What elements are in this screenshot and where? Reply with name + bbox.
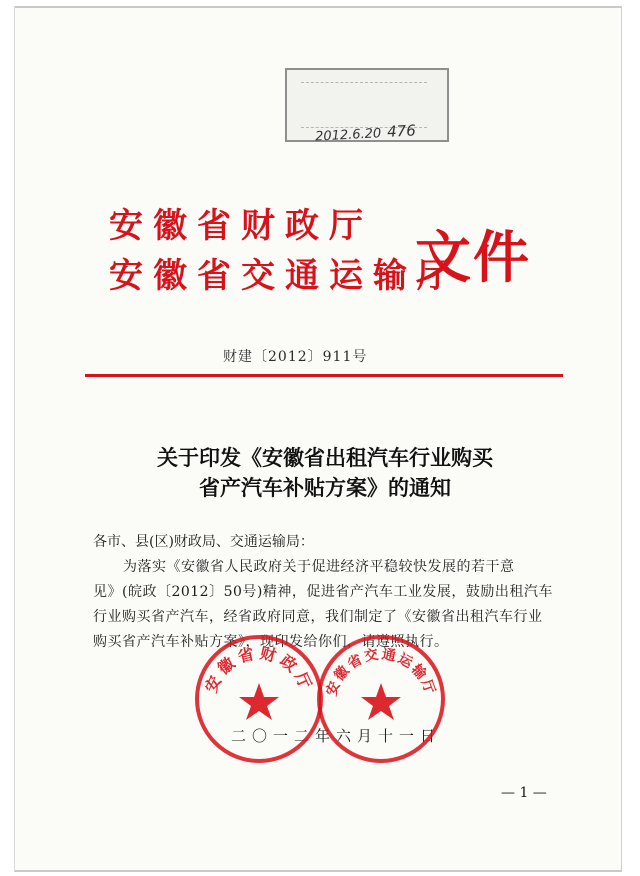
handwritten-date: 2012.6.20 xyxy=(314,126,382,145)
scan-artifact-line xyxy=(15,6,621,8)
signing-date: 二〇一二年六月十一日 xyxy=(231,727,442,745)
red-separator-rule xyxy=(85,374,563,377)
document-page xyxy=(14,6,622,872)
seal-1-text: 安徽省财政厅 xyxy=(201,643,317,696)
notice-title-line-2: 省产汽车补贴方案》的通知 xyxy=(199,475,451,500)
finance-department-seal xyxy=(191,631,327,767)
seal-2-text: 安徽省交通运输厅 xyxy=(323,646,439,699)
body-text-line: 见》(皖政〔2012〕50号)精神，促进省产汽车工业发展，鼓励出租汽车 xyxy=(93,584,553,600)
document-number: 财建〔2012〕911号 xyxy=(223,349,368,365)
document-type-word: 文件 xyxy=(415,225,531,291)
addressee-line: 各市、县(区)财政局、交通运输局： xyxy=(93,534,314,550)
notice-title-line-1: 关于印发《安徽省出租汽车行业购买 xyxy=(157,445,493,470)
body-text-line: 行业购买省产汽车，经省政府同意，我们制定了《安徽省出租汽车行业 xyxy=(93,609,543,625)
body-text-line: 购买省产汽车补贴方案》，现印发给你们，请遵照执行。 xyxy=(93,634,449,650)
issuing-org-line-1: 安徽省财政厅 xyxy=(109,206,373,246)
transport-department-seal xyxy=(313,631,449,767)
scan-artifact-line xyxy=(15,870,621,872)
handwritten-number: 476 xyxy=(386,121,417,141)
issuing-org-line-2: 安徽省交通运输厅 xyxy=(109,256,461,296)
page-number: — 1 — xyxy=(501,785,547,801)
body-text-line: 为落实《安徽省人民政府关于促进经济平稳较快发展的若干意 xyxy=(123,559,515,575)
